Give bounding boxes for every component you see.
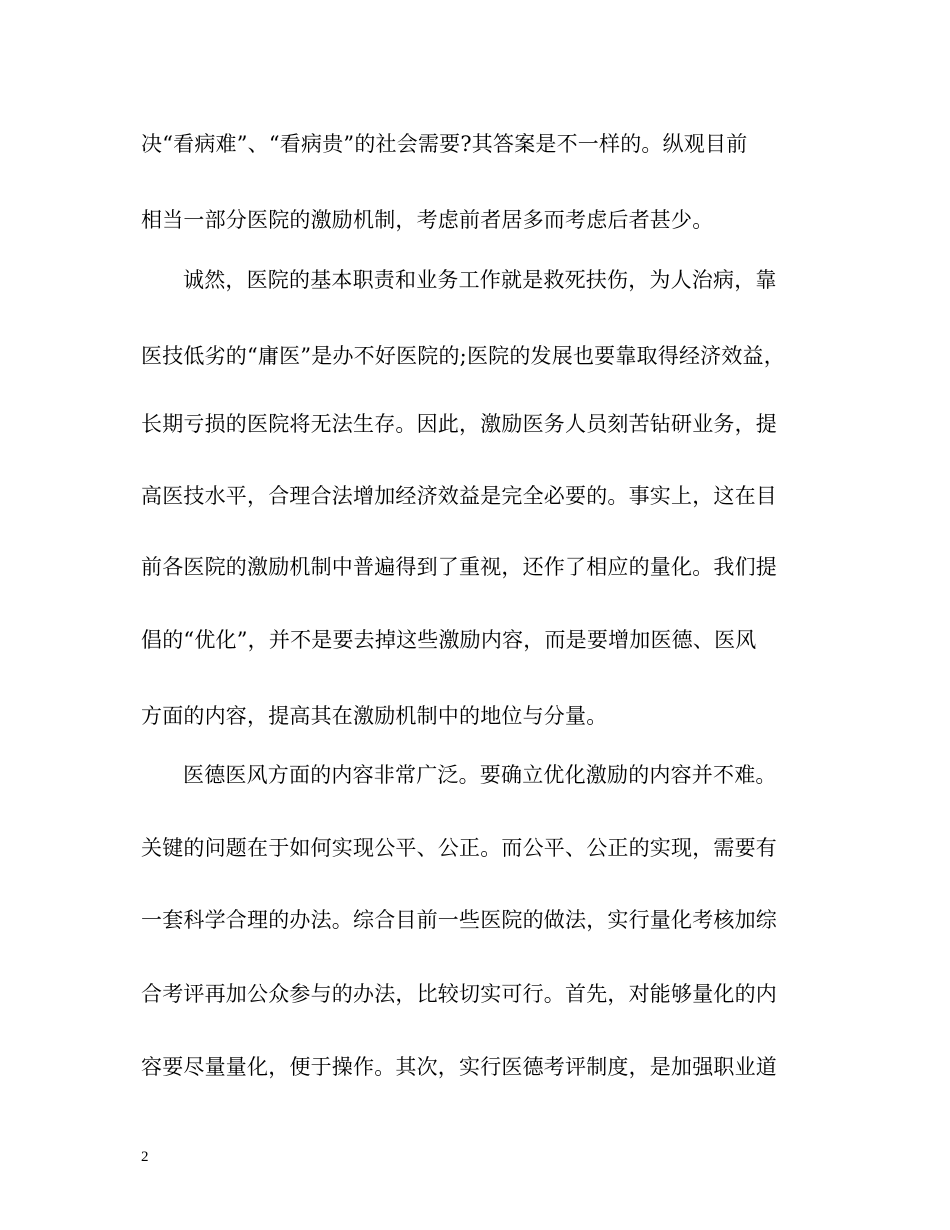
- text-line: 高医技水平，合理合法增加经济效益是完全必要的。事实上，这在目: [141, 484, 777, 508]
- page-number: 2: [141, 1149, 149, 1165]
- text-line: 医技低劣的“庸医”是办不好医院的;医院的发展也要靠取得经济效益，: [141, 344, 785, 368]
- text-line: 一套科学合理的办法。综合目前一些医院的做法，实行量化考核加综: [141, 908, 777, 932]
- paragraph-first-line: 诚然，医院的基本职责和业务工作就是救死扶伤，为人治病，靠: [183, 268, 777, 292]
- text-line: 倡的“优化”，并不是要去掉这些激励内容，而是要增加医德、医风: [141, 628, 757, 652]
- paragraph-first-line: 医德医风方面的内容非常广泛。要确立优化激励的内容并不难。: [183, 763, 777, 787]
- text-line: 决“看病难”、“看病贵”的社会需要?其答案是不一样的。纵观目前: [141, 132, 748, 156]
- text-line: 合考评再加公众参与的办法，比较切实可行。首先，对能够量化的内: [141, 982, 777, 1006]
- text-line: 相当一部分医院的激励机制，考虑前者居多而考虑后者甚少。: [141, 208, 714, 232]
- text-line: 方面的内容，提高其在激励机制中的地位与分量。: [141, 704, 608, 728]
- text-line: 容要尽量量化，便于操作。其次，实行医德考评制度，是加强职业道: [141, 1055, 777, 1079]
- text-line: 长期亏损的医院将无法生存。因此，激励医务人员刻苦钻研业务，提: [141, 412, 777, 436]
- text-line: 前各医院的激励机制中普遍得到了重视，还作了相应的量化。我们提: [141, 555, 777, 579]
- text-line: 关键的问题在于如何实现公平、公正。而公平、公正的实现，需要有: [141, 836, 777, 860]
